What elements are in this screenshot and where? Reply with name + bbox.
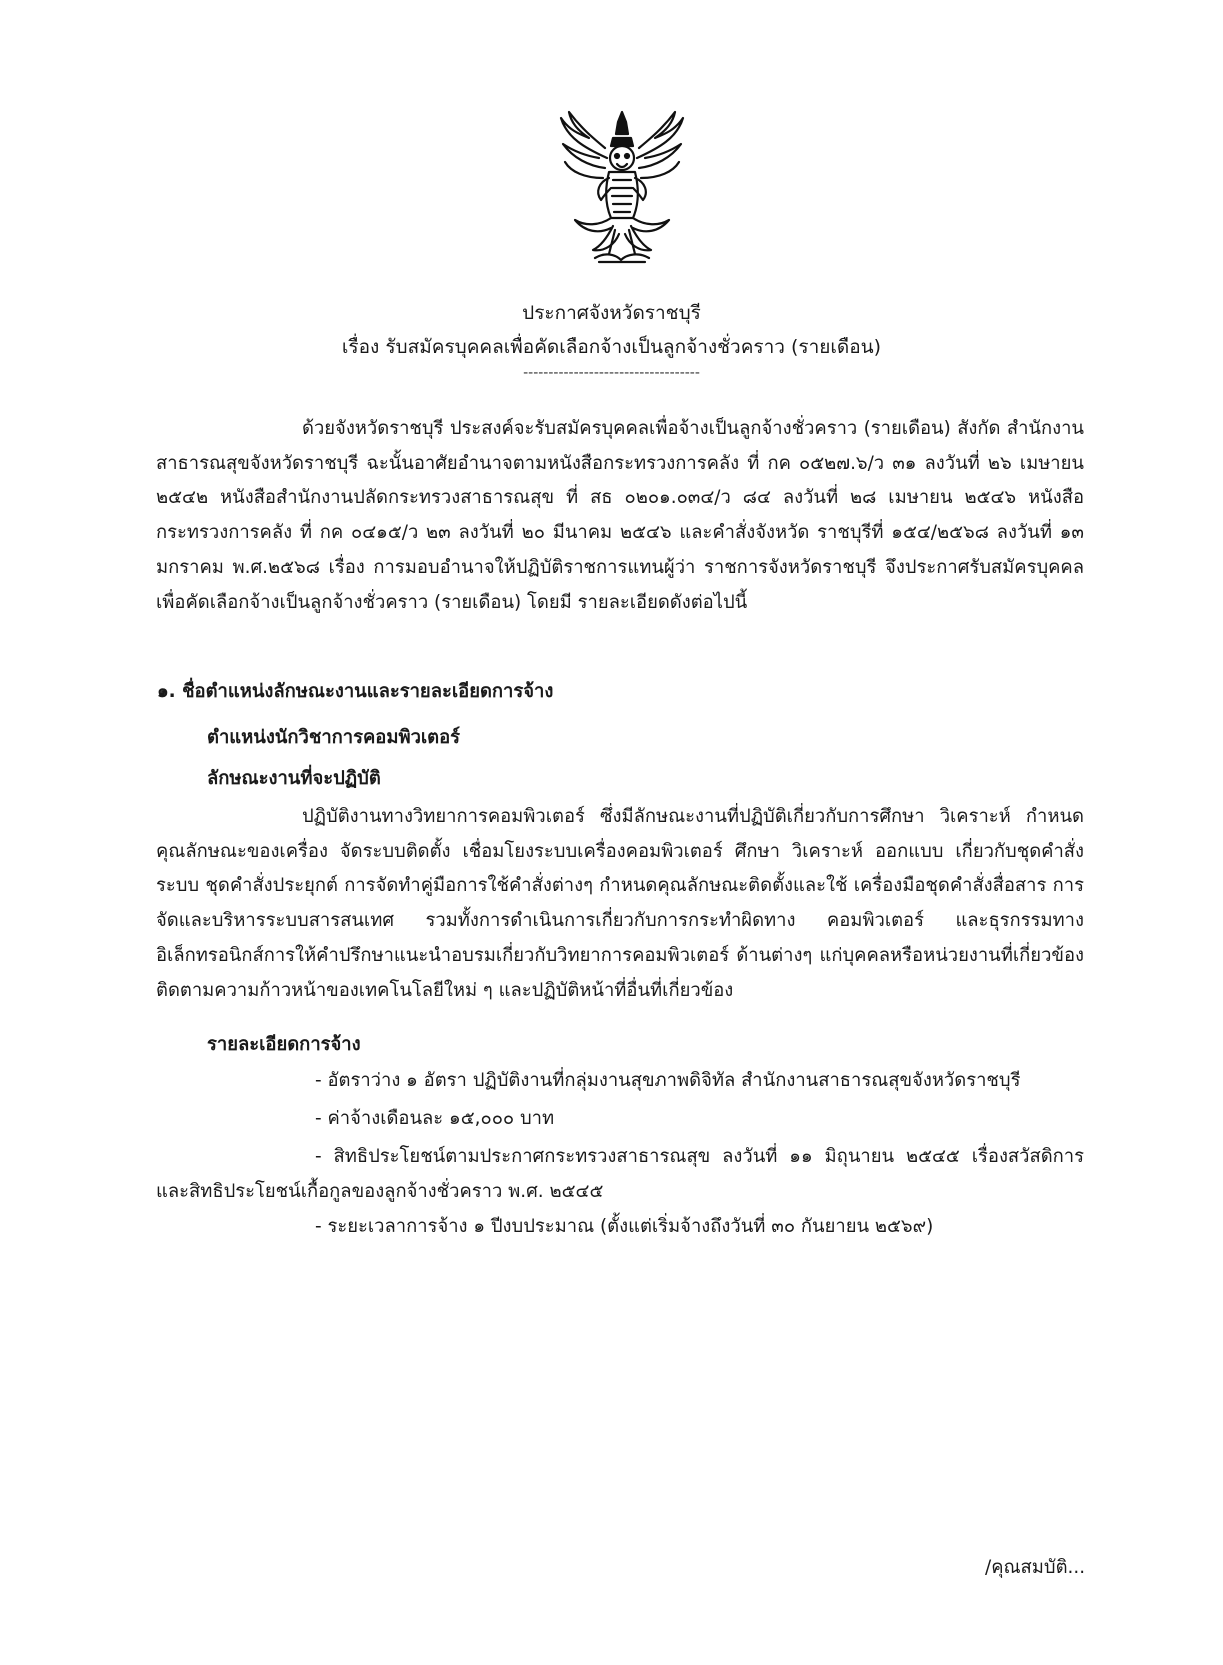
separator-line: ----------------------------------- [523, 365, 700, 381]
duties-paragraph: ปฏิบัติงานทางวิทยาการคอมพิวเตอร์ ซึ่งมีลักษณะงานที่ปฏิบัติเกี่ยวกับการศึกษา วิเคราะห์ กำหนดคุณลักษณะของเครื่อง จัดระบบติดตั้ง เชื่อมโยงระบบเครื่องคอมพิวเตอร์ ศึกษา วิเคราะห์ ออกแบบ เกี่ยวกับชุดคำสั่งระบบ ชุดคำสั่งประยุกต์ การจัดทำคู่มือการใช้คำสั่งต่างๆ กำหนดคุณลักษณะติดตั้งและใช้ เครื่องมือชุดคำสั่งสื่อสาร การจัดและบริหารระบบสารสนเทศ รวมทั้งการดำเนินการเกี่ยวกับการกระทำผิดทาง คอมพิวเตอร์ และธุรกรรมทางอิเล็กทรอนิกส์การให้คำปรึกษาแนะนำอบรมเกี่ยวกับวิทยาการคอมพิวเตอร์ ด้านต่างๆ แก่บุคคลหรือหน่วยงานที่เกี่ยวข้อง ติดตามความก้าวหน้าของเทคโนโลยีใหม่ ๆ และปฏิบัติหน้าที่อื่นที่เกี่ยวข้อง [156, 806, 1084, 1001]
announcement-title: ประกาศจังหวัดราชบุรี [522, 302, 701, 324]
detail-item-vacancy: - อัตราว่าง ๑ อัตรา ปฏิบัติงานที่กลุ่มงานสุขภาพดิจิทัล สำนักงานสาธารณสุขจังหวัดราชบุรี [315, 1070, 1021, 1091]
position-title: ตำแหน่งนักวิชาการคอมพิวเตอร์ [207, 727, 461, 748]
continuation-marker: /คุณสมบัติ... [985, 1557, 1086, 1578]
detail-item-salary: - ค่าจ้างเดือนละ ๑๕,๐๐๐ บาท [315, 1108, 555, 1129]
duties-heading: ลักษณะงานที่จะปฏิบัติ [207, 768, 381, 789]
detail-item-duration: - ระยะเวลาการจ้าง ๑ ปีงบประมาณ (ตั้งแต่เริ่มจ้างถึงวันที่ ๓๐ กันยายน ๒๕๖๙) [315, 1216, 934, 1237]
employment-details-heading: รายละเอียดการจ้าง [207, 1034, 361, 1055]
intro-paragraph: ด้วยจังหวัดราชบุรี ประสงค์จะรับสมัครบุคคลเพื่อจ้างเป็นลูกจ้างชั่วคราว (รายเดือน) สังกัด สำนักงานสาธารณสุขจังหวัดราชบุรี ฉะนั้นอาศัยอำนาจตามหนังสือกระทรวงการคลัง ที่ กค ๐๕๒๗.๖/ว ๓๑ ลงวันที่ ๒๖ เมษายน ๒๕๔๒ หนังสือสำนักงานปลัดกระทรวงสาธารณสุข ที่ สธ ๐๒๐๑.๐๓๔/ว ๘๔ ลงวันที่ ๒๘ เมษายน ๒๕๔๖ หนังสือกระทรวงการคลัง ที่ กค ๐๔๑๕/ว ๒๓ ลงวันที่ ๒๐ มีนาคม ๒๕๔๖ และคำสั่งจังหวัด ราชบุรีที่ ๑๕๔/๒๕๖๘ ลงวันที่ ๑๓ มกราคม พ.ศ.๒๕๖๘ เรื่อง การมอบอำนาจให้ปฏิบัติราชการแทนผู้ว่า ราชการจังหวัดราชบุรี จึงประกาศรับสมัครบุคคลเพื่อคัดเลือกจ้างเป็นลูกจ้างชั่วคราว (รายเดือน) โดยมี รายละเอียดดังต่อไปนี้ [156, 418, 1084, 613]
detail-item-benefits: - สิทธิประโยชน์ตามประกาศกระทรวงสาธารณสุข ลงวันที่ ๑๑ มิถุนายน ๒๕๔๕ เรื่องสวัสดิการ และสิทธิประโยชน์เกื้อกูลของลูกจ้างชั่วคราว พ.ศ. ๒๕๔๕ [156, 1146, 1084, 1202]
garuda-emblem-icon [555, 108, 689, 266]
section-1-heading: ๑. ชื่อตำแหน่งลักษณะงานและรายละเอียดการจ้าง [157, 681, 554, 702]
announcement-subject: เรื่อง รับสมัครบุคคลเพื่อคัดเลือกจ้างเป็นลูกจ้างชั่วคราว (รายเดือน) [341, 336, 882, 358]
